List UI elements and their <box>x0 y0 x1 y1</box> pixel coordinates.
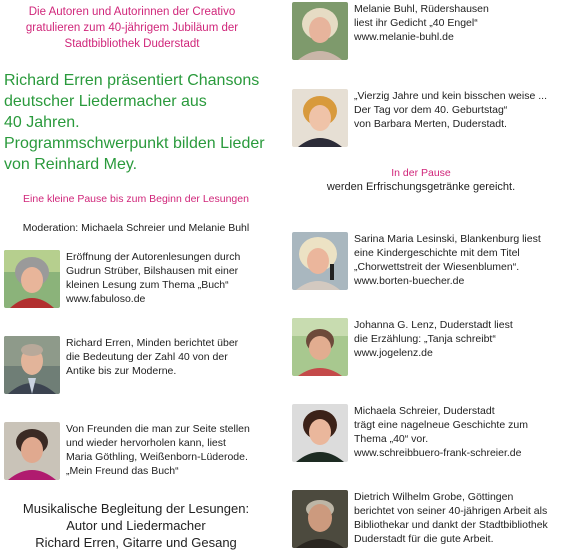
entry-link[interactable]: www.jogelenz.de <box>354 347 433 359</box>
intro-line: Die Autoren und Autorinnen der Creativo <box>28 6 236 18</box>
entry-line: „Mein Freund das Buch“ <box>66 465 179 477</box>
entry-text <box>66 422 250 478</box>
entry-line: Bibliothekar und dankt der Stadtbibliothek <box>354 519 548 531</box>
entry-line: von Barbara Merten, Duderstadt. <box>354 118 507 130</box>
entry-line: Sarina Maria Lesinski, Blankenburg liest <box>354 233 541 245</box>
entry-link[interactable]: www.borten-buecher.de <box>354 275 465 287</box>
portrait-photo <box>292 2 348 60</box>
portrait-photo <box>4 336 60 394</box>
entry-line: Maria Göthling, Weißenborn-Lüderode. <box>66 451 248 463</box>
portrait-photo <box>4 422 60 480</box>
entry-line: Thema „40“ vor. <box>354 433 429 445</box>
portrait-photo <box>292 232 348 290</box>
entry-text <box>354 232 541 288</box>
program-entry <box>4 422 250 480</box>
entry-line: kleinen Lesung zum Thema „Buch“ <box>66 279 229 291</box>
entry-line: trägt eine nagelneue Geschichte zum <box>354 419 528 431</box>
entry-text <box>354 490 548 546</box>
program-entry <box>292 89 547 147</box>
entry-line: berichtet von seiner 40-jährigen Arbeit als <box>354 505 548 517</box>
entry-text <box>66 250 240 306</box>
entry-line: Antike bis zur Moderne. <box>66 365 177 377</box>
portrait-icon <box>292 404 348 462</box>
headline-line: 40 Jahren. <box>4 114 80 131</box>
entry-line: „Vierzig Jahre und kein bisschen weise ... <box>354 90 547 102</box>
music-line: Autor und Liedermacher <box>66 518 206 533</box>
music-line: Musikalische Begleitung der Lesungen: <box>22 501 250 516</box>
entry-line: Johanna G. Lenz, Duderstadt liest <box>354 319 513 331</box>
moderation-note: Moderation: Michaela Schreier und Melanie Buhl <box>22 222 250 234</box>
program-entry <box>4 336 238 394</box>
portrait-photo <box>292 490 348 548</box>
headline-line: deutscher Liedermacher aus <box>4 93 207 110</box>
program-entry <box>292 232 541 290</box>
headline-line: von Reinhard Mey. <box>4 156 138 173</box>
intro-line: gratulieren zum 40-jährigem Jubiläum der <box>25 22 239 34</box>
music-line: Richard Erren, Gitarre und Gesang <box>35 535 237 550</box>
portrait-icon <box>4 250 60 308</box>
entry-line: Dietrich Wilhelm Grobe, Göttingen <box>354 491 514 503</box>
entry-line: Michaela Schreier, Duderstadt <box>354 405 495 417</box>
music-note <box>4 500 268 551</box>
headline <box>4 70 280 175</box>
entry-text <box>66 336 238 378</box>
portrait-icon <box>292 89 348 147</box>
portrait-photo <box>292 404 348 462</box>
pause-text: werden Erfrischungsgetränke gereicht. <box>326 181 516 193</box>
intro-line: Stadtbibliothek Duderstadt <box>64 38 200 50</box>
entry-text <box>354 89 547 131</box>
portrait-photo <box>292 318 348 376</box>
entry-line: Gudrun Strüber, Bilshausen mit einer <box>66 265 239 277</box>
portrait-icon <box>292 490 348 548</box>
portrait-icon <box>292 2 348 60</box>
entry-link[interactable]: www.schreibbuero-frank-schreier.de <box>354 447 522 459</box>
entry-link[interactable]: www.melanie-buhl.de <box>354 31 454 43</box>
program-entry <box>4 250 240 308</box>
entry-line: Von Freunden die man zur Seite stellen <box>66 423 250 435</box>
portrait-icon <box>292 232 348 290</box>
pause-note: Eine kleine Pause bis zum Beginn der Lesungen <box>23 193 249 205</box>
entry-line: Duderstadt für die gute Arbeit. <box>354 533 494 545</box>
intro-text <box>4 4 260 52</box>
entry-line: Der Tag vor dem 40. Geburtstag“ <box>354 104 508 116</box>
portrait-icon <box>4 336 60 394</box>
program-entry <box>292 404 528 462</box>
entry-text <box>354 318 513 360</box>
entry-line: Melanie Buhl, Rüdershausen <box>354 3 489 15</box>
portrait-photo <box>4 250 60 308</box>
entry-line: „Chorwettstreit der Wiesenblumen“. <box>354 261 520 273</box>
headline-line: Richard Erren präsentiert Chansons <box>4 72 260 89</box>
headline-line: Programmschwerpunkt bilden Lieder <box>4 135 265 152</box>
entry-line: Richard Erren, Minden berichtet über <box>66 337 239 349</box>
program-entry <box>292 2 489 60</box>
program-entry <box>292 318 513 376</box>
portrait-icon <box>4 422 60 480</box>
entry-line: Eröffnung der Autorenlesungen durch <box>66 251 241 263</box>
portrait-icon <box>292 318 348 376</box>
program-entry <box>292 490 548 548</box>
portrait-photo <box>292 89 348 147</box>
entry-line: die Bedeutung der Zahl 40 von der <box>66 351 228 363</box>
entry-text <box>354 404 528 460</box>
entry-line: liest ihr Gedicht „40 Engel“ <box>354 17 478 29</box>
pause-info <box>290 166 552 195</box>
entry-line: eine Kindergeschichte mit dem Titel <box>354 247 520 259</box>
entry-text <box>354 2 489 44</box>
pause-title: In der Pause <box>391 167 451 179</box>
entry-line: und wieder hervorholen kann, liest <box>66 437 226 449</box>
entry-line: die Erzählung: „Tanja schreibt“ <box>354 333 496 345</box>
entry-link[interactable]: www.fabuloso.de <box>66 293 146 305</box>
